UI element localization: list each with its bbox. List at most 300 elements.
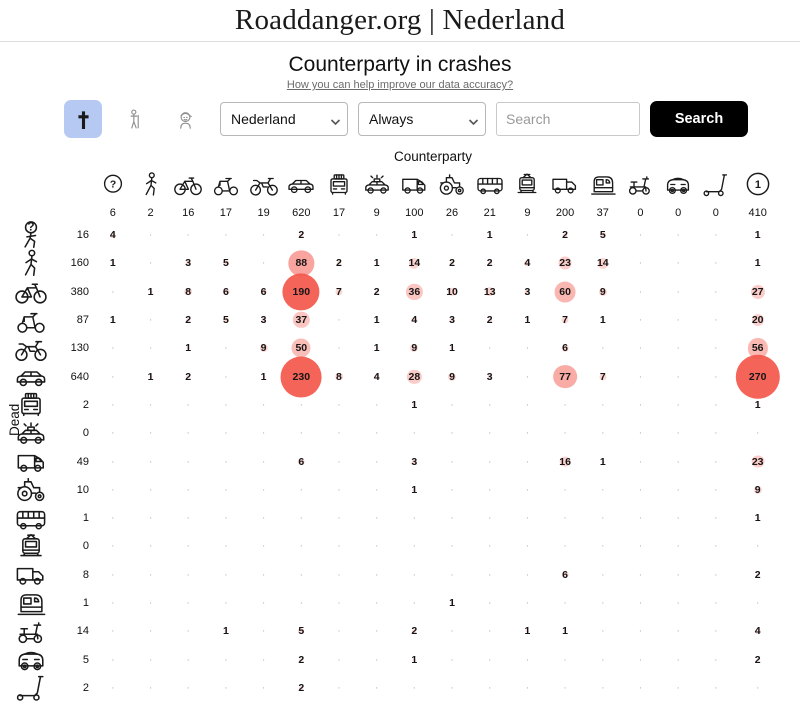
matrix-cell: 3 bbox=[524, 285, 531, 298]
matrix-cell-empty: · bbox=[186, 229, 191, 242]
column-header-car bbox=[282, 164, 320, 204]
matrix-cell-empty: · bbox=[186, 427, 191, 440]
child-icon bbox=[172, 106, 199, 133]
column-total: 21 bbox=[483, 206, 496, 219]
column-header-unknown bbox=[94, 164, 132, 204]
bus-icon bbox=[11, 504, 51, 533]
matrix-cell-empty: · bbox=[111, 342, 115, 355]
matrix-cell-empty: · bbox=[525, 342, 530, 355]
row-total: 380 bbox=[70, 285, 89, 298]
matrix-cell-empty: · bbox=[600, 342, 605, 355]
matrix-cell-empty: · bbox=[148, 512, 153, 525]
matrix-cell-empty: · bbox=[186, 540, 191, 553]
matrix-cell-empty: · bbox=[412, 540, 417, 553]
motorcycle-icon bbox=[248, 171, 280, 198]
matrix-cell-empty: · bbox=[525, 681, 530, 694]
column-header-one-sided bbox=[735, 164, 781, 204]
delivery-van-icon bbox=[398, 171, 430, 198]
bicycle-icon bbox=[172, 171, 204, 198]
matrix-cell-empty: · bbox=[337, 398, 341, 411]
unknown-person-icon bbox=[11, 221, 51, 250]
matrix-cell-empty: · bbox=[487, 398, 492, 411]
row-header-delivery-van bbox=[6, 447, 56, 475]
matrix-cell-empty: · bbox=[714, 342, 718, 355]
matrix-cell-empty: · bbox=[111, 370, 115, 383]
row-header-mobility-scooter bbox=[6, 617, 56, 645]
matrix-cell-empty: · bbox=[525, 540, 530, 553]
pedestrian-icon bbox=[11, 249, 51, 278]
matrix-cell: 7 bbox=[562, 314, 569, 327]
matrix-cell-empty: · bbox=[299, 568, 304, 581]
matrix-cell-empty: · bbox=[755, 681, 760, 694]
column-total: 9 bbox=[524, 206, 531, 219]
matrix-cell-empty: · bbox=[148, 314, 153, 327]
matrix-cell: 2 bbox=[486, 314, 493, 327]
crash-matrix bbox=[0, 149, 800, 702]
matrix-cell: 77 bbox=[546, 362, 584, 390]
column-header-bus bbox=[471, 164, 509, 204]
pedestrian-icon bbox=[135, 171, 167, 198]
child-filter[interactable] bbox=[166, 100, 204, 138]
matrix-cell-empty: · bbox=[676, 512, 680, 525]
matrix-cell-empty: · bbox=[299, 540, 304, 553]
row-header-pedestrian bbox=[6, 249, 56, 277]
matrix-cell-empty: · bbox=[148, 257, 153, 270]
matrix-cell-empty: · bbox=[337, 568, 341, 581]
bicycle-icon bbox=[11, 277, 51, 306]
taxi-van-icon bbox=[11, 390, 51, 419]
matrix-cell: 10 bbox=[446, 285, 458, 298]
police-car-icon bbox=[361, 171, 393, 198]
matrix-cell: 1 bbox=[147, 285, 154, 298]
site-header bbox=[0, 0, 800, 42]
matrix-cell-empty: · bbox=[525, 427, 530, 440]
matrix-cell-empty: · bbox=[374, 540, 379, 553]
matrix-cell: 1 bbox=[411, 398, 418, 411]
matrix-cell-empty: · bbox=[186, 681, 191, 694]
matrix-cell-empty: · bbox=[714, 597, 718, 609]
matrix-cell-empty: · bbox=[676, 681, 680, 694]
column-total: 37 bbox=[596, 206, 609, 219]
row-header-tram bbox=[6, 532, 56, 560]
matrix-cell-empty: · bbox=[337, 455, 341, 468]
matrix-cell-empty: · bbox=[337, 512, 341, 525]
matrix-cell-empty: · bbox=[337, 540, 341, 553]
matrix-cell-empty: · bbox=[600, 681, 605, 694]
matrix-cell: 4 bbox=[109, 229, 116, 242]
matrix-cell: 6 bbox=[562, 342, 569, 355]
matrix-cell-empty: · bbox=[186, 568, 191, 581]
matrix-cell: 270 bbox=[735, 362, 781, 390]
row-header-bus bbox=[6, 504, 56, 532]
moped-icon bbox=[11, 306, 51, 335]
column-header-tractor bbox=[433, 164, 471, 204]
matrix-cell-empty: · bbox=[374, 653, 379, 666]
matrix-cell: 50 bbox=[282, 334, 320, 362]
matrix-cell-empty: · bbox=[638, 455, 643, 468]
matrix-cell-empty: · bbox=[412, 512, 417, 525]
search-input[interactable] bbox=[496, 102, 640, 136]
matrix-cell-empty: · bbox=[374, 512, 379, 525]
period-select[interactable] bbox=[358, 102, 486, 136]
column-total: 17 bbox=[332, 206, 346, 219]
matrix-cell-empty: · bbox=[224, 512, 228, 525]
matrix-cell-empty: · bbox=[148, 483, 153, 496]
matrix-cell: 1 bbox=[486, 229, 493, 242]
matrix-cell-empty: · bbox=[638, 568, 643, 581]
column-header-bicycle bbox=[169, 164, 207, 204]
matrix-cell: 7 bbox=[599, 370, 606, 383]
matrix-cell-empty: · bbox=[261, 597, 266, 609]
matrix-cell-empty: · bbox=[224, 540, 228, 553]
matrix-cell: 23 bbox=[751, 455, 764, 468]
matrix-cell-empty: · bbox=[638, 285, 643, 298]
dead-filter[interactable] bbox=[64, 100, 102, 138]
matrix-cell-empty: · bbox=[487, 625, 492, 638]
row-total: 2 bbox=[82, 398, 89, 411]
matrix-cell: 2 bbox=[185, 314, 192, 327]
column-header-mobility-scooter bbox=[622, 164, 660, 204]
matrix-cell-empty: · bbox=[600, 540, 605, 553]
matrix-cell: 7 bbox=[336, 285, 342, 298]
matrix-cell-empty: · bbox=[412, 681, 417, 694]
column-total: 6 bbox=[109, 206, 116, 219]
matrix-cell-empty: · bbox=[676, 455, 680, 468]
matrix-cell-empty: · bbox=[337, 427, 341, 440]
matrix-cell: 27 bbox=[751, 285, 764, 298]
matrix-cell-empty: · bbox=[337, 625, 341, 638]
car-icon bbox=[11, 362, 51, 391]
matrix-cell-empty: · bbox=[186, 483, 191, 496]
matrix-cell-empty: · bbox=[638, 398, 643, 411]
tram-icon bbox=[511, 171, 543, 198]
matrix-cell-empty: · bbox=[261, 455, 266, 468]
matrix-cell-empty: · bbox=[563, 512, 567, 525]
matrix-cell-empty: · bbox=[487, 653, 492, 666]
matrix-cell-empty: · bbox=[600, 512, 605, 525]
matrix-cell-empty: · bbox=[714, 455, 718, 468]
matrix-cell: 4 bbox=[524, 257, 531, 270]
matrix-cell-empty: · bbox=[412, 597, 417, 609]
column-total: 0 bbox=[712, 206, 719, 219]
site-title: Roaddanger.org | Nederland bbox=[234, 4, 566, 36]
microcar-icon bbox=[662, 171, 694, 198]
row-total: 160 bbox=[70, 257, 89, 270]
injured-person-icon bbox=[121, 106, 148, 133]
matrix-cell: 60 bbox=[546, 278, 584, 306]
matrix-cell-empty: · bbox=[525, 483, 530, 496]
matrix-cell-empty: · bbox=[563, 427, 567, 440]
matrix-cell-empty: · bbox=[111, 568, 115, 581]
matrix-cell-empty: · bbox=[111, 540, 115, 553]
column-total: 2 bbox=[147, 206, 154, 219]
matrix-cell-empty: · bbox=[450, 540, 454, 553]
matrix-cell: 1 bbox=[524, 625, 531, 638]
matrix-cell-empty: · bbox=[261, 257, 266, 270]
matrix-cell-empty: · bbox=[261, 427, 266, 440]
matrix-cell-empty: · bbox=[638, 427, 643, 440]
corner-cell bbox=[6, 204, 56, 221]
matrix-cell: 9 bbox=[754, 483, 761, 496]
matrix-cell-empty: · bbox=[638, 540, 643, 553]
row-header-taxi-van bbox=[6, 391, 56, 419]
row-header-truck bbox=[6, 561, 56, 589]
matrix-cell-empty: · bbox=[676, 483, 680, 496]
column-header-tram bbox=[509, 164, 547, 204]
matrix-cell-empty: · bbox=[111, 512, 115, 525]
matrix-cell-empty: · bbox=[224, 427, 228, 440]
country-select[interactable] bbox=[220, 102, 348, 136]
matrix-cell-empty: · bbox=[450, 625, 454, 638]
matrix-cell: 2 bbox=[298, 229, 305, 242]
matrix-cell-empty: · bbox=[714, 681, 718, 694]
column-header-microcar bbox=[659, 164, 697, 204]
matrix-cell-empty: · bbox=[714, 314, 718, 327]
unknown-icon bbox=[97, 171, 129, 198]
matrix-cell: 14 bbox=[408, 257, 421, 270]
matrix-cell-empty: · bbox=[638, 314, 643, 327]
matrix-cell-empty: · bbox=[186, 398, 191, 411]
matrix-cell-empty: · bbox=[261, 512, 266, 525]
matrix-cell: 9 bbox=[599, 285, 606, 298]
matrix-cell-empty: · bbox=[299, 427, 304, 440]
matrix-cell-empty: · bbox=[676, 285, 680, 298]
row-total: 1 bbox=[82, 597, 89, 609]
matrix-cell-empty: · bbox=[374, 427, 379, 440]
one-sided-icon bbox=[741, 169, 775, 199]
matrix-cell-empty: · bbox=[111, 625, 115, 638]
row-total: 0 bbox=[82, 540, 89, 553]
matrix-cell-empty: · bbox=[600, 427, 605, 440]
matrix-cell: 1 bbox=[185, 342, 192, 355]
matrix-cell-empty: · bbox=[299, 483, 304, 496]
matrix-cell: 1 bbox=[260, 370, 267, 383]
matrix-cell-empty: · bbox=[676, 597, 680, 609]
matrix-cell-empty: · bbox=[148, 653, 153, 666]
matrix-cell: 1 bbox=[754, 398, 761, 411]
matrix-cell-empty: · bbox=[337, 229, 341, 242]
matrix-cell: 4 bbox=[754, 625, 761, 638]
matrix-cell-empty: · bbox=[755, 540, 760, 553]
svg-text:?: ? bbox=[27, 220, 35, 234]
matrix-cell-empty: · bbox=[111, 455, 115, 468]
matrix-cell: 2 bbox=[336, 257, 342, 270]
matrix-cell-empty: · bbox=[563, 540, 567, 553]
filter-bar bbox=[64, 100, 800, 138]
matrix-cell: 1 bbox=[109, 314, 116, 327]
delivery-van-icon bbox=[11, 447, 51, 476]
matrix-cell-empty: · bbox=[148, 229, 153, 242]
svg-text:?: ? bbox=[109, 178, 117, 190]
matrix-cell-empty: · bbox=[261, 625, 266, 638]
column-total: 17 bbox=[219, 206, 233, 219]
matrix-cell-empty: · bbox=[337, 483, 341, 496]
row-total: 10 bbox=[76, 483, 89, 496]
matrix-cell-empty: · bbox=[148, 398, 153, 411]
column-total: 0 bbox=[637, 206, 644, 219]
matrix-cell-empty: · bbox=[525, 568, 530, 581]
matrix-cell-empty: · bbox=[638, 483, 643, 496]
bus-icon bbox=[474, 171, 506, 198]
train-icon bbox=[11, 589, 51, 618]
train-icon bbox=[587, 171, 619, 198]
row-total: 87 bbox=[76, 314, 89, 327]
taxi-van-icon bbox=[323, 171, 355, 198]
mobility-scooter-icon bbox=[11, 617, 51, 646]
matrix-cell-empty: · bbox=[714, 483, 718, 496]
matrix-cell: 1 bbox=[599, 314, 606, 327]
matrix-cell: 5 bbox=[298, 625, 305, 638]
column-total: 100 bbox=[405, 206, 424, 219]
cross-icon bbox=[70, 106, 97, 133]
matrix-cell-empty: · bbox=[148, 455, 153, 468]
matrix-cell-empty: · bbox=[337, 653, 341, 666]
matrix-cell-empty: · bbox=[600, 398, 605, 411]
matrix-cell: 2 bbox=[298, 653, 305, 666]
microcar-icon bbox=[11, 645, 51, 674]
tram-icon bbox=[11, 532, 51, 561]
matrix-cell-empty: · bbox=[600, 625, 605, 638]
matrix-cell-empty: · bbox=[374, 483, 379, 496]
matrix-cell: 1 bbox=[147, 370, 154, 383]
motorcycle-icon bbox=[11, 334, 51, 363]
matrix-cell: 9 bbox=[260, 342, 267, 355]
matrix-cell: 1 bbox=[411, 483, 418, 496]
matrix-cell-empty: · bbox=[525, 229, 530, 242]
matrix-cell-empty: · bbox=[563, 653, 567, 666]
matrix-cell-empty: · bbox=[638, 653, 643, 666]
column-header-motorcycle bbox=[245, 164, 283, 204]
matrix-cell-empty: · bbox=[186, 597, 191, 609]
matrix-cell: 6 bbox=[298, 455, 305, 468]
column-total: 410 bbox=[748, 206, 767, 219]
matrix-cell-empty: · bbox=[111, 427, 115, 440]
matrix-cell-empty: · bbox=[374, 681, 379, 694]
matrix-cell-empty: · bbox=[638, 625, 643, 638]
matrix-cell-empty: · bbox=[600, 568, 605, 581]
matrix-cell-empty: · bbox=[676, 568, 680, 581]
matrix-cell: 3 bbox=[449, 314, 455, 327]
column-header-moped bbox=[207, 164, 245, 204]
row-total: 16 bbox=[76, 229, 89, 242]
matrix-cell: 3 bbox=[411, 455, 418, 468]
tractor-icon bbox=[11, 475, 51, 504]
counterparty-axis-label: Counterparty bbox=[393, 149, 473, 164]
matrix-cell: 1 bbox=[411, 653, 418, 666]
matrix-cell: 56 bbox=[735, 334, 781, 362]
matrix-cell-empty: · bbox=[487, 540, 492, 553]
matrix-cell-empty: · bbox=[714, 512, 718, 525]
matrix-cell-empty: · bbox=[676, 625, 680, 638]
column-total: 9 bbox=[373, 206, 380, 219]
matrix-cell: 16 bbox=[559, 455, 571, 468]
row-total: 49 bbox=[76, 455, 89, 468]
matrix-cell: 1 bbox=[222, 625, 229, 638]
matrix-cell-empty: · bbox=[638, 681, 643, 694]
matrix-cell-empty: · bbox=[450, 681, 454, 694]
matrix-cell: 2 bbox=[411, 625, 418, 638]
matrix-cell-empty: · bbox=[714, 285, 718, 298]
matrix-cell-empty: · bbox=[374, 568, 379, 581]
matrix-cell-empty: · bbox=[676, 229, 680, 242]
matrix-cell: 1 bbox=[373, 257, 380, 270]
matrix-cell: 1 bbox=[109, 257, 116, 270]
matrix-cell-empty: · bbox=[186, 455, 191, 468]
search-button[interactable]: Search bbox=[650, 101, 748, 137]
matrix-cell-empty: · bbox=[148, 625, 153, 638]
help-link[interactable]: How you can help improve our data accuracy? bbox=[286, 79, 514, 91]
injured-filter[interactable] bbox=[115, 100, 153, 138]
matrix-cell-empty: · bbox=[374, 597, 379, 609]
matrix-cell: 28 bbox=[408, 370, 421, 383]
matrix-cell: 5 bbox=[222, 257, 229, 270]
corner-cell bbox=[56, 164, 94, 204]
matrix-cell-empty: · bbox=[487, 483, 492, 496]
matrix-cell-empty: · bbox=[600, 483, 605, 496]
row-header-microcar bbox=[6, 645, 56, 673]
column-header-pedestrian bbox=[132, 164, 170, 204]
column-header-delivery-van bbox=[396, 164, 434, 204]
row-total: 14 bbox=[76, 625, 89, 638]
matrix-cell-empty: · bbox=[487, 681, 492, 694]
matrix-cell: 190 bbox=[282, 278, 320, 306]
matrix-cell: 8 bbox=[336, 370, 342, 383]
matrix-cell-empty: · bbox=[186, 653, 191, 666]
matrix-cell-empty: · bbox=[676, 653, 680, 666]
matrix-cell-empty: · bbox=[714, 229, 718, 242]
matrix-cell-empty: · bbox=[525, 597, 530, 609]
matrix-cell: 2 bbox=[562, 229, 569, 242]
matrix-cell-empty: · bbox=[676, 257, 680, 270]
mobility-scooter-icon bbox=[624, 171, 656, 198]
matrix-cell: 88 bbox=[282, 249, 320, 277]
matrix-cell-empty: · bbox=[148, 342, 153, 355]
matrix-cell-empty: · bbox=[755, 427, 760, 440]
matrix-cell-empty: · bbox=[224, 483, 228, 496]
matrix-cell-empty: · bbox=[261, 398, 266, 411]
matrix-cell: 37 bbox=[282, 306, 320, 334]
matrix-cell: 20 bbox=[751, 314, 764, 327]
matrix-cell: 3 bbox=[185, 257, 192, 270]
page-title: Counterparty in crashes bbox=[288, 53, 512, 76]
row-total: 0 bbox=[82, 427, 89, 440]
row-header-unknown-person bbox=[6, 221, 56, 249]
moped-icon bbox=[210, 171, 242, 198]
row-header-e-scooter bbox=[6, 674, 56, 702]
matrix-cell-empty: · bbox=[224, 455, 228, 468]
row-total: 5 bbox=[82, 653, 89, 666]
matrix-cell-empty: · bbox=[224, 653, 228, 666]
matrix-cell-empty: · bbox=[450, 455, 454, 468]
matrix-cell: 2 bbox=[754, 653, 761, 666]
police-car-icon bbox=[11, 419, 51, 448]
matrix-cell-empty: · bbox=[487, 455, 492, 468]
matrix-cell: 3 bbox=[260, 314, 267, 327]
matrix-cell-empty: · bbox=[487, 342, 492, 355]
matrix-cell-empty: · bbox=[224, 342, 228, 355]
matrix-cell-empty: · bbox=[374, 455, 379, 468]
matrix-cell-empty: · bbox=[261, 229, 266, 242]
column-header-e-scooter bbox=[697, 164, 735, 204]
matrix-cell-empty: · bbox=[676, 370, 680, 383]
matrix-cell-empty: · bbox=[111, 653, 115, 666]
matrix-cell-empty: · bbox=[714, 427, 718, 440]
matrix-cell-empty: · bbox=[148, 427, 153, 440]
e-scooter-icon bbox=[11, 673, 51, 702]
matrix-cell: 1 bbox=[754, 229, 761, 242]
matrix-cell-empty: · bbox=[638, 512, 643, 525]
column-header-train bbox=[584, 164, 622, 204]
